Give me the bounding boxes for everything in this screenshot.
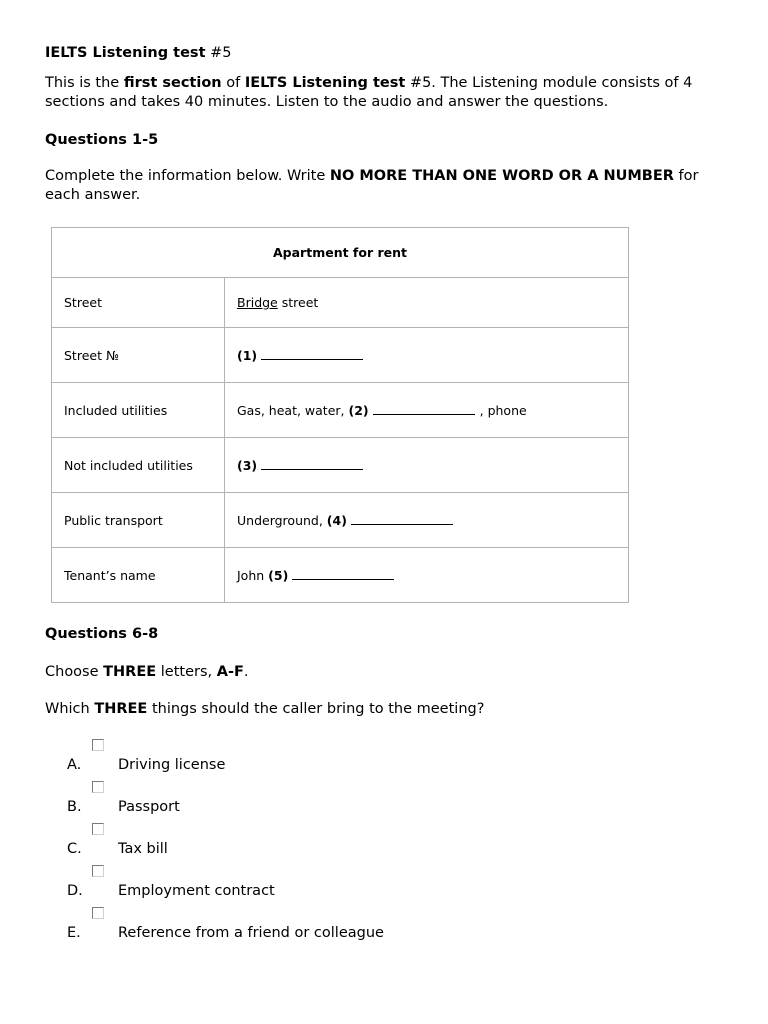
- choose-bold-1: THREE: [103, 664, 157, 680]
- table-row: [52, 438, 629, 493]
- option-text: Tax bill: [118, 841, 168, 857]
- row-value: [225, 278, 629, 328]
- intro-text-1: This is the: [45, 75, 124, 91]
- question-number: (3): [237, 458, 258, 473]
- option-text: Driving license: [118, 757, 226, 773]
- option-letter: D.: [67, 883, 83, 899]
- questions-1-5-instructions: [45, 167, 735, 205]
- row-label: Street: [52, 278, 225, 328]
- answer-blank-3[interactable]: [261, 457, 363, 470]
- row-label: Not included utilities: [52, 438, 225, 493]
- list-item: [45, 781, 735, 823]
- option-letter: E.: [67, 925, 81, 941]
- answer-blank-5[interactable]: [292, 567, 394, 580]
- instr-text-2: for each answer.: [45, 168, 699, 203]
- row-value: [225, 383, 629, 438]
- option-letter: A.: [67, 757, 82, 773]
- answer-blank-4[interactable]: [351, 512, 453, 525]
- intro-bold-1: first section: [123, 75, 222, 91]
- choose-bold-2: A-F: [216, 664, 244, 680]
- question-number: (4): [326, 513, 347, 528]
- which-bold: THREE: [94, 701, 148, 717]
- questions-1-5-heading: [45, 131, 735, 150]
- question-number: (2): [348, 403, 369, 418]
- apartment-table: [51, 227, 629, 603]
- row-value: [225, 328, 629, 383]
- row-label: Public transport: [52, 493, 225, 548]
- checkbox-d[interactable]: [92, 865, 104, 877]
- title-rest: #5: [205, 45, 232, 61]
- instr-bold: NO MORE THAN ONE WORD OR A NUMBER: [329, 168, 674, 184]
- underlined-word: Bridge: [237, 295, 278, 310]
- option-list: [45, 739, 735, 949]
- which-text-2: things should the caller bring to the meeting?: [147, 701, 485, 717]
- intro-paragraph: [45, 74, 735, 112]
- answer-blank-1[interactable]: [261, 347, 363, 360]
- intro-text-2: of: [221, 75, 245, 91]
- document-title: [45, 44, 735, 63]
- intro-text-3: #5. The Listening module consists of 4 sections and takes 40 minutes. Listen to the audio and answer the questions.: [45, 75, 693, 110]
- value-pre: Gas, heat, water,: [237, 403, 349, 418]
- option-text: Employment contract: [118, 883, 275, 899]
- row-label: Street №: [52, 328, 225, 383]
- question-number: (5): [268, 568, 289, 583]
- list-item: [45, 907, 735, 949]
- row-label: Tenant’s name: [52, 548, 225, 603]
- checkbox-a[interactable]: [92, 739, 104, 751]
- title-bold: IELTS Listening test: [45, 45, 206, 61]
- list-item: [45, 823, 735, 865]
- checkbox-b[interactable]: [92, 781, 104, 793]
- checkbox-e[interactable]: [92, 907, 104, 919]
- checkbox-c[interactable]: [92, 823, 104, 835]
- row-value: [225, 548, 629, 603]
- value-post: , phone: [479, 403, 527, 418]
- instr-text-1: Complete the information below. Write: [45, 168, 330, 184]
- table-title: Apartment for rent: [52, 228, 629, 278]
- choose-text-1: Choose: [45, 664, 104, 680]
- question-number: (1): [237, 348, 258, 363]
- questions-6-8-heading-text: Questions 6-8: [45, 626, 159, 642]
- which-question: [45, 700, 735, 719]
- row-value: [225, 438, 629, 493]
- document-page: [45, 44, 735, 949]
- table-row: [52, 548, 629, 603]
- row-value: [225, 493, 629, 548]
- questions-1-5-heading-text: Questions 1-5: [45, 132, 159, 148]
- answer-blank-2[interactable]: [373, 402, 475, 415]
- option-text: Passport: [118, 799, 180, 815]
- choose-text-3: .: [243, 664, 249, 680]
- table-row: [52, 328, 629, 383]
- table-row: [52, 383, 629, 438]
- value-pre: Underground,: [237, 513, 327, 528]
- choose-text-2: letters,: [156, 664, 217, 680]
- table-row: [52, 493, 629, 548]
- value-pre: John: [237, 568, 269, 583]
- table-header-row: [52, 228, 629, 278]
- list-item: [45, 739, 735, 781]
- table-row: [52, 278, 629, 328]
- which-text-1: Which: [45, 701, 95, 717]
- row-label: Included utilities: [52, 383, 225, 438]
- list-item: [45, 865, 735, 907]
- questions-6-8-heading: [45, 625, 735, 644]
- choose-instruction: [45, 663, 735, 682]
- option-letter: C.: [67, 841, 82, 857]
- value-post: street: [277, 295, 319, 310]
- intro-bold-2: IELTS Listening test: [244, 75, 406, 91]
- option-text: Reference from a friend or colleague: [118, 925, 384, 941]
- option-letter: B.: [67, 799, 82, 815]
